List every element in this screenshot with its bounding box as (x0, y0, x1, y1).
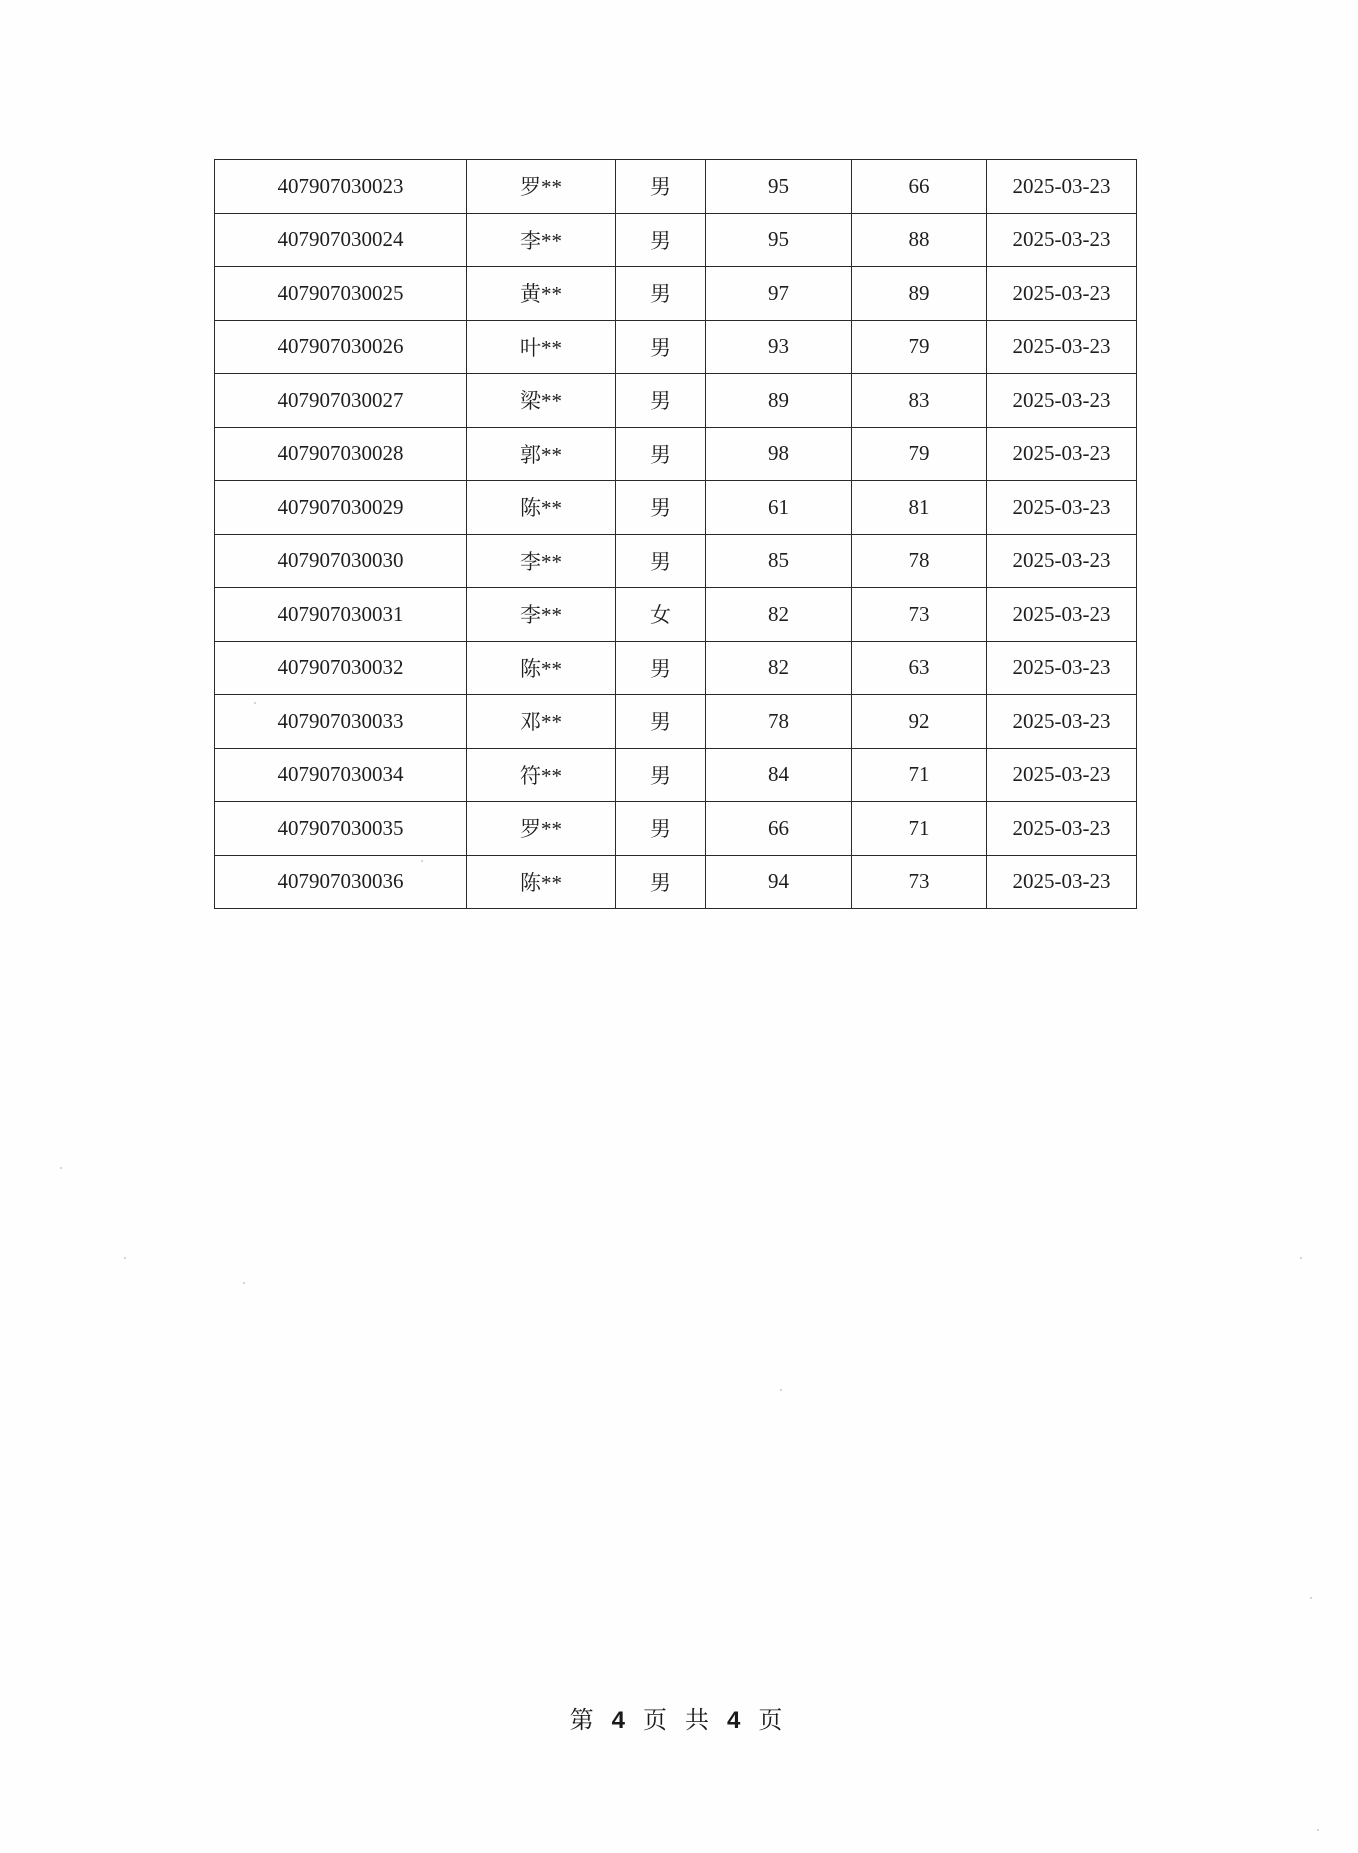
cell-date: 2025-03-23 (987, 267, 1137, 321)
cell-name: 叶** (467, 320, 616, 374)
table-row (215, 160, 1137, 214)
cell-name: 陈** (467, 481, 616, 535)
table-row (215, 213, 1137, 267)
scan-speck (254, 702, 256, 704)
records-table (214, 159, 1137, 909)
table-row (215, 320, 1137, 374)
scan-speck (1310, 1597, 1312, 1599)
cell-score-2: 71 (852, 802, 987, 856)
footer-prefix: 第 (569, 1708, 600, 1734)
cell-name: 符** (467, 748, 616, 802)
cell-id: 407907030034 (215, 748, 467, 802)
cell-id: 407907030028 (215, 427, 467, 481)
cell-id: 407907030032 (215, 641, 467, 695)
table-row (215, 481, 1137, 535)
cell-gender: 男 (616, 695, 706, 749)
table-row (215, 588, 1137, 642)
cell-date: 2025-03-23 (987, 320, 1137, 374)
cell-score-2: 89 (852, 267, 987, 321)
cell-gender: 男 (616, 748, 706, 802)
cell-score-1: 61 (706, 481, 852, 535)
cell-name: 邓** (467, 695, 616, 749)
cell-gender: 女 (616, 588, 706, 642)
cell-date: 2025-03-23 (987, 534, 1137, 588)
cell-name: 李** (467, 588, 616, 642)
scan-speck (780, 1389, 782, 1391)
cell-date: 2025-03-23 (987, 802, 1137, 856)
table-row (215, 695, 1137, 749)
footer-middle: 页 共 (643, 1708, 715, 1734)
cell-date: 2025-03-23 (987, 374, 1137, 428)
cell-score-2: 73 (852, 855, 987, 909)
cell-score-2: 79 (852, 320, 987, 374)
cell-score-2: 88 (852, 213, 987, 267)
page-footer (0, 1700, 1358, 1735)
cell-name: 罗** (467, 160, 616, 214)
table-row (215, 374, 1137, 428)
table-row (215, 802, 1137, 856)
cell-name: 陈** (467, 641, 616, 695)
cell-name: 郭** (467, 427, 616, 481)
cell-score-1: 84 (706, 748, 852, 802)
cell-date: 2025-03-23 (987, 481, 1137, 535)
footer-current-page: 4 (611, 1707, 631, 1734)
cell-name: 李** (467, 213, 616, 267)
cell-date: 2025-03-23 (987, 427, 1137, 481)
cell-date: 2025-03-23 (987, 855, 1137, 909)
cell-score-1: 95 (706, 213, 852, 267)
cell-score-2: 79 (852, 427, 987, 481)
cell-score-1: 82 (706, 588, 852, 642)
table-row (215, 748, 1137, 802)
cell-score-1: 78 (706, 695, 852, 749)
cell-score-2: 63 (852, 641, 987, 695)
cell-gender: 男 (616, 802, 706, 856)
cell-date: 2025-03-23 (987, 588, 1137, 642)
cell-score-2: 83 (852, 374, 987, 428)
cell-score-1: 66 (706, 802, 852, 856)
cell-score-1: 85 (706, 534, 852, 588)
cell-date: 2025-03-23 (987, 213, 1137, 267)
cell-score-2: 73 (852, 588, 987, 642)
cell-id: 407907030035 (215, 802, 467, 856)
cell-score-1: 94 (706, 855, 852, 909)
cell-score-1: 93 (706, 320, 852, 374)
cell-name: 黄** (467, 267, 616, 321)
footer-total-pages: 4 (727, 1707, 747, 1734)
table-row (215, 855, 1137, 909)
cell-id: 407907030030 (215, 534, 467, 588)
records-table-body (215, 160, 1137, 909)
footer-suffix: 页 (758, 1708, 789, 1734)
cell-name: 李** (467, 534, 616, 588)
cell-gender: 男 (616, 427, 706, 481)
cell-gender: 男 (616, 534, 706, 588)
cell-gender: 男 (616, 481, 706, 535)
cell-id: 407907030023 (215, 160, 467, 214)
cell-gender: 男 (616, 855, 706, 909)
cell-score-1: 89 (706, 374, 852, 428)
table-row (215, 267, 1137, 321)
cell-name: 罗** (467, 802, 616, 856)
cell-date: 2025-03-23 (987, 160, 1137, 214)
cell-id: 407907030031 (215, 588, 467, 642)
cell-gender: 男 (616, 374, 706, 428)
cell-score-2: 78 (852, 534, 987, 588)
table-row (215, 641, 1137, 695)
cell-id: 407907030029 (215, 481, 467, 535)
cell-gender: 男 (616, 160, 706, 214)
cell-score-2: 92 (852, 695, 987, 749)
cell-id: 407907030033 (215, 695, 467, 749)
cell-score-2: 71 (852, 748, 987, 802)
scan-speck (60, 1167, 62, 1169)
cell-date: 2025-03-23 (987, 748, 1137, 802)
cell-id: 407907030024 (215, 213, 467, 267)
cell-score-2: 81 (852, 481, 987, 535)
cell-gender: 男 (616, 213, 706, 267)
scan-speck (421, 860, 423, 862)
cell-id: 407907030026 (215, 320, 467, 374)
cell-score-2: 66 (852, 160, 987, 214)
scan-speck (1300, 1257, 1302, 1259)
table-row (215, 534, 1137, 588)
cell-date: 2025-03-23 (987, 695, 1137, 749)
cell-score-1: 95 (706, 160, 852, 214)
cell-name: 梁** (467, 374, 616, 428)
cell-score-1: 97 (706, 267, 852, 321)
cell-score-1: 98 (706, 427, 852, 481)
cell-score-1: 82 (706, 641, 852, 695)
cell-id: 407907030025 (215, 267, 467, 321)
cell-id: 407907030027 (215, 374, 467, 428)
cell-id: 407907030036 (215, 855, 467, 909)
cell-date: 2025-03-23 (987, 641, 1137, 695)
cell-gender: 男 (616, 641, 706, 695)
scan-speck (1317, 1829, 1319, 1831)
cell-name: 陈** (467, 855, 616, 909)
table-row (215, 427, 1137, 481)
cell-gender: 男 (616, 267, 706, 321)
scan-speck (124, 1257, 126, 1259)
cell-gender: 男 (616, 320, 706, 374)
scan-speck (243, 1282, 245, 1284)
